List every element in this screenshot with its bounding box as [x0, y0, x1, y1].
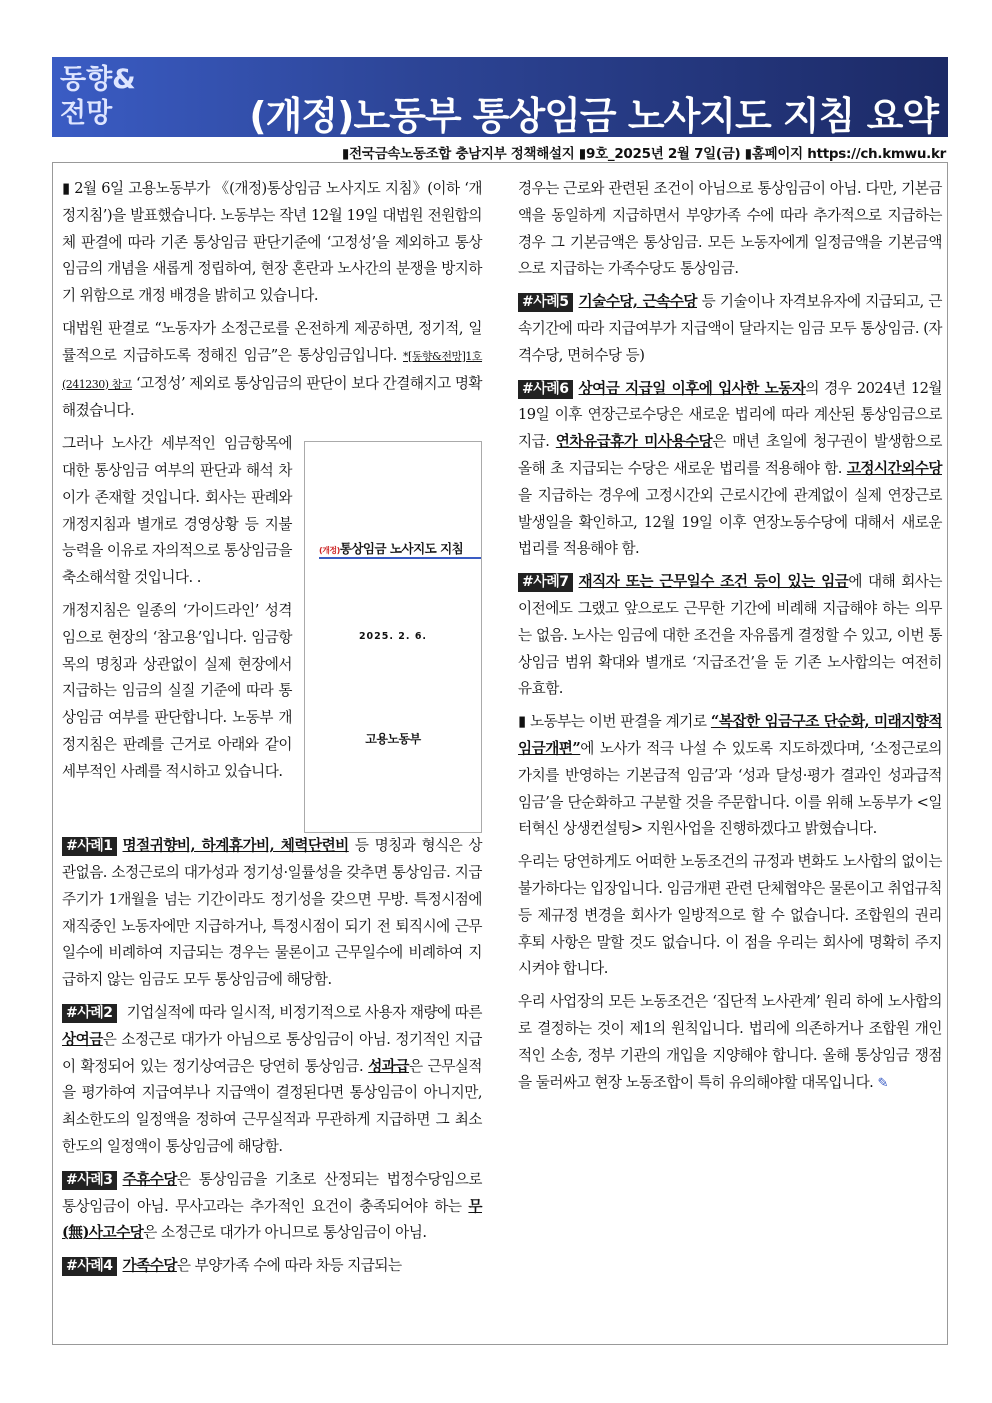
case-text: 은 통상임금을 기초로 산정되는 법정수당임으로 통상임금이 아님. 무사고라는 추가적인 요건이 충족되어야 하는	[62, 1170, 482, 1215]
restructuring-paragraph	[518, 709, 942, 843]
left-column	[62, 176, 482, 1286]
paragraph-text: 에 노사가 적극 나설 수 있도록 지도하겠다며, ‘소정근로의 가치를 반영하는 기본급적 임금’과 ‘성과 달성·평가 결과인 성과급적 임금’을 단순화하고 구분할 것을 주문합니다. 이를 위해 노동부가 <일터혁신 상생컨설팅> 지원사업을 진행하겠다고 밝혔습니다.	[518, 739, 942, 838]
case-text: 등 기술이나 자격보유자에 지급되고, 근속기간에 따라 지급여부가 지급액이 달라지는 임금 모두 통상임금. (자격수당, 면허수당 등)	[518, 293, 942, 364]
case-text: 은 소정근로 대가가 아니므로 통상임금이 아님.	[143, 1224, 427, 1242]
cover-title-text: 통상임금 노사지도 지침	[339, 541, 464, 557]
case-text: 을 지급하는 경우에 고정시간외 근로시간에 관계없이 실제 연장근로 발생일을 확인하고, 12월 19일 이후 연장노동수당에 대해서 새로운 법리를 적용해야 함.	[518, 486, 942, 558]
publication-info: ▮전국금속노동조합 충남지부 정책해설지 ▮9호_2025년 2월 7일(금) ▮홈페이지 https://ch.kmwu.kr	[341, 146, 946, 162]
case-4-continued: 경우는 근로와 관련된 조건이 아님으로 통상임금이 아님. 다만, 기본금액을 동일하게 지급하면서 부양가족 수에 따라 추가적으로 지급하는 경우 그 기본금액은 통상임금. 모든 노동자에게 일정금액을 기본금액으로 지급하는 가족수당도 통상임금.	[518, 180, 942, 278]
case-1	[62, 833, 482, 994]
case-6	[518, 376, 942, 564]
page-title: (개정)노동부 통상임금 노사지도 지침 요약	[249, 94, 938, 138]
ruling-paragraph	[62, 316, 482, 425]
case-keyword: 가족수당	[122, 1257, 177, 1275]
case-text: 등 명칭과 형식은 상관없음. 소정근로의 대가성과 정기성·일률성을 갖추면 통상임금. 지급주기가 1개월을 넘는 기간이라도 정기성을 갖으면 무방. 특정시점에 재직중인 노동자에만 지급하거나, 특정시점이 되기 전 퇴직시에 근무일수에 비례하여 지급되는 경우는 물론이고 근무일수에 비례하여 지급하지 않는 임금도 모두 통상임금에 해당함.	[62, 837, 482, 989]
cover-date: 2025. 2. 6.	[358, 631, 428, 643]
section-tag-line1: 동향&	[60, 64, 136, 95]
case-2	[62, 1000, 482, 1161]
case-text: 은 소정근로 대가가 아님으로 통상임금이 아님. 정기적인 지급이 확정되어 있는 정기상여금은 당연히 통상임금.	[62, 1030, 482, 1075]
paragraph-text: 우리 사업장의 모든 노동조건은 ‘집단적 노사관계’ 원리 하에 노사합의로 결정하는 것이 제1의 원칙입니다. 법리에 의존하거나 조합원 개인적인 소송, 정부 기관의 개입을 지양해야 합니다. 올해 통상임금 쟁점을 둘러싸고 현장 노동조합이 특히 유의해야할 대목입니다.	[518, 993, 942, 1091]
cover-small-label: (개정)	[319, 546, 340, 556]
position-paragraph: 우리는 당연하게도 어떠한 노동조건의 규정과 변화도 노사합의 없이는 불가하다는 입장입니다. 임금개편 관련 단체협약은 물론이고 취업규칙 등 제규정 변경을 회사가 일방적으로 할 수 없습니다. 조합원의 권리 후퇴 사항은 말할 것도 없습니다. 이 점을 우리는 회사에 명확히 주지시켜야 합니다.	[518, 853, 942, 978]
case-keyword: 고정시간외수당	[846, 459, 942, 477]
case-text: 은 근무실적을 평가하여 지급여부나 지급액이 결정된다면 통상임금이 아니지만, 최소한도의 일정액을 정하여 근무실적과 무관하게 지급하면 그 최소한도의 일정액이 통상임금에 해당함.	[62, 1057, 482, 1155]
section-tag	[60, 63, 136, 131]
case-text: 은 매년 초일에 청구권이 발생함으로 올해 초 지급되는 수당은 새로운 법리를 적용해야 함.	[518, 433, 942, 477]
case-label: #사례3	[62, 1171, 117, 1190]
paragraph-keyword: “복잡한 임금구조 단순화, 미래지향적 임금개편”	[518, 713, 942, 757]
ruling-text-2: ‘고정성’ 제외로 통상임금의 판단이 보다 간결해지고 명확해졌습니다.	[62, 374, 483, 420]
case-keyword: 주휴수당	[122, 1170, 177, 1188]
paragraph-text: ▮ 노동부는 이번 판결을 계기로	[518, 713, 711, 731]
guideline-cover-image	[304, 441, 482, 833]
case-text: 기업실적에 따라 일시적, 비정기적으로 사용자 재량에 따른	[122, 1003, 482, 1021]
cover-ministry: 고용노동부	[365, 732, 421, 747]
cover-wrap	[62, 431, 482, 833]
header-banner	[52, 57, 948, 137]
case-4	[62, 1253, 482, 1280]
case-text: 은 부양가족 수에 따라 차등 지급되는	[176, 1257, 402, 1275]
end-mark-icon: ✎	[877, 1075, 888, 1091]
case-label: #사례5	[518, 293, 573, 312]
principle-paragraph	[518, 989, 942, 1097]
case-keyword: 상여금 지급일 이후에 입사한 노동자	[578, 379, 806, 397]
case-keyword: 재직자 또는 근무일수 조건 등이 있는 임금	[578, 573, 849, 591]
cover-title	[319, 536, 463, 565]
case-3	[62, 1167, 482, 1247]
case-label: #사례2	[62, 1004, 117, 1023]
case-keyword: 성과급	[368, 1057, 409, 1075]
case-keyword: 무(無)사고수당	[62, 1197, 482, 1242]
dispute-paragraph: 그러나 노사간 세부적인 임금항목에 대한 통상임금 여부의 판단과 해석 차이가 존재할 것입니다. 회사는 판례와 개정지침과 별개로 경영상황 등 지불능력을 이유로 자의적으로 통상임금을 축소해석할 것입니다. .	[62, 435, 292, 587]
wrapped-text	[62, 431, 292, 833]
case-5	[518, 289, 942, 369]
case-keyword: 명절귀향비, 하계휴가비, 체력단련비	[122, 837, 349, 855]
case-keyword: 기술수당, 근속수당	[578, 293, 697, 311]
case-label: #사례4	[62, 1257, 117, 1276]
cover-rule	[319, 557, 481, 559]
right-column	[518, 176, 942, 1103]
case-label: #사례7	[518, 573, 573, 592]
reference-note: *[동향&전망]1호(241230) 참고	[62, 349, 483, 391]
ruling-text: 대법원 판결로 “노동자가 소정근로를 온전하게 제공하면, 정기적, 일률적으로 지급하도록 정해진 임금”은 통상임금입니다.	[62, 319, 482, 364]
intro-paragraph: ▮ 2월 6일 고용노동부가 《(개정)통상임금 노사지도 지침》(이하 ‘개정지침’)을 발표했습니다. 노동부는 작년 12월 19일 대법원 전원합의체 판결에 따라 기존 통상임금 판단기준에 ‘고정성’을 제외하고 통상임금의 개념을 새롭게 정립하여, 현장 혼란과 노사간의 분쟁을 방지하기 위함으로 개정 배경을 밝히고 있습니다.	[62, 180, 482, 305]
case-label: #사례6	[518, 380, 573, 399]
case-label: #사례1	[62, 837, 117, 856]
case-text: 의 경우 2024년 12월 19일 이후 연장근로수당은 새로운 법리에 따라 계산된 통상임금으로 지급.	[518, 379, 942, 451]
case-keyword: 상여금	[62, 1030, 103, 1048]
section-tag-line2: 전망	[60, 98, 113, 129]
case-text: 에 대해 회사는 이전에도 그랬고 앞으로도 근무한 기간에 비례해 지급해야 하는 의무는 없음. 노사는 임금에 대한 조건을 자유롭게 결정할 수 있고, 이번 통상임금 범위 확대와 별개로 ‘지급조건’을 둔 기존 노사합의는 여전히 유효함.	[518, 573, 942, 698]
case-7	[518, 569, 942, 703]
case-keyword: 연차유급휴가 미사용수당	[555, 433, 713, 451]
guideline-paragraph: 개정지침은 일종의 ‘가이드라인’ 성격임으로 현장의 ‘참고용’입니다. 임금항목의 명칭과 상관없이 실제 현장에서 지급하는 임금의 실질 기준에 따라 통상임금 여부를 판단합니다. 노동부 개정지침은 판례를 근거로 아래와 같이 세부적인 사례를 적시하고 있습니다.	[62, 601, 292, 780]
